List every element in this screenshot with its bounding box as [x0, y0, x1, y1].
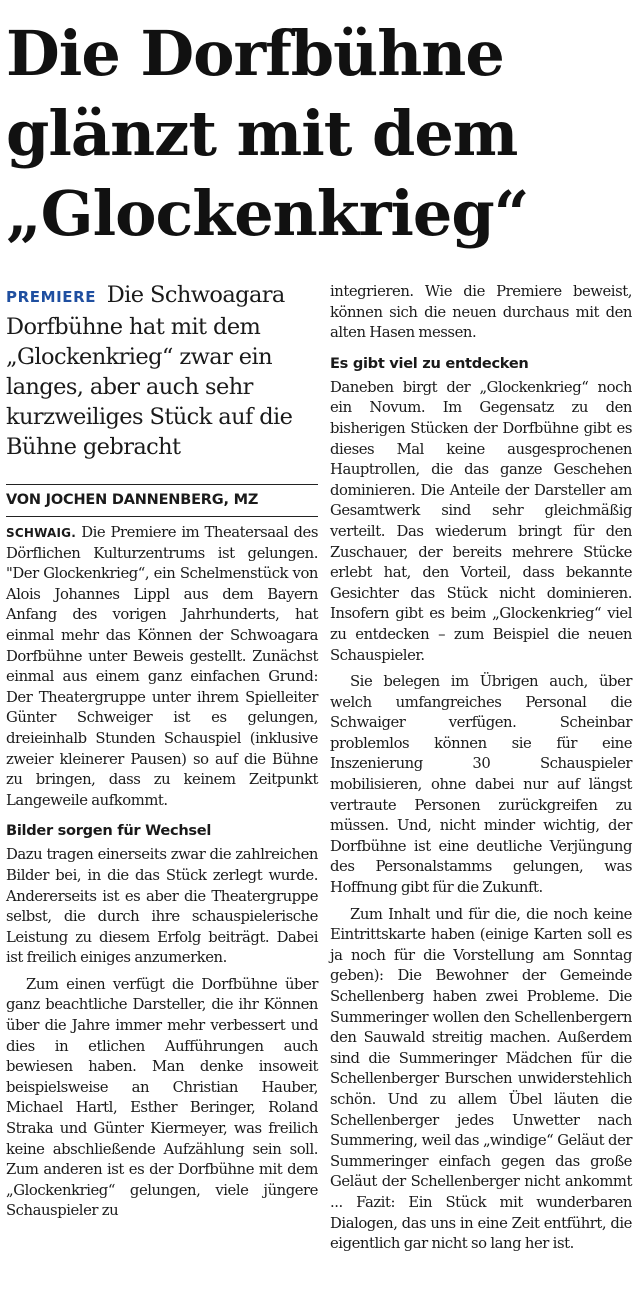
paragraph-3: Zum einen verfügt die Dorfbühne über ganz beachtliche Darsteller, die ihr Können über die Jahre immer mehr verbessert und dies in etlichen Aufführungen auch bewiesen haben. Man denke insoweit beispielsweise an Christian Hauber, Michael Hartl, Esther Beringer, Roland Straka und Günter Kiermeyer, was freilich keine abschließende Aufzählung sein soll. Zum anderen ist es der Dorfbühne mit dem „Glockenkrieg“ gelungen, viele jüngere Schauspieler zu — [6, 975, 318, 1220]
teaser-text: Die Schwoagara Dorfbühne hat mit dem „Glockenkrieg“ zwar ein langes, aber auch sehr kurzweiliges Stück auf die Bühne gebracht — [6, 282, 293, 460]
left-column — [6, 280, 318, 1222]
byline: VON JOCHEN DANNENBERG, MZ — [6, 485, 318, 517]
right-column — [330, 282, 632, 1255]
paragraph-6: Zum Inhalt und für die, die noch keine Eintrittskarte haben (einige Karten soll es ja noch für die Vorstellung am Sonntag geben): Die Bewohner der Gemeinde Schellenberg haben zwei Probleme. Die Summeringer wollen den Schellenbergern den Sauwald streitig machen. Außerdem sind die Summeringer Mädchen für die Schellenberger Burschen unwiderstehlich schön. Und zu allem Übel läuten die Schellenberger jedes Unwetter nach Summering, weil das „windige“ Geläut der Summeringer einfach gegen das große Geläut der Schellenberger nicht ankommt ... Fazit: Ein Stück mit wunderbaren Dialogen, das uns in eine Zeit entführt, die eigentlich gar nicht so lang her ist. — [330, 905, 632, 1253]
teaser-kicker: PREMIERE — [6, 288, 97, 306]
teaser — [6, 280, 318, 462]
paragraph-5: Sie belegen im Übrigen auch, über welch umfangreiches Personal die Schwaiger verfügen. Scheinbar problemlos können sie für eine Inszenierung 30 Schauspieler mobilisieren, ohne dabei nur auf längst vertraute Personen zurückgreifen zu müssen. Und, nicht minder wichtig, der Dorfbühne ist eine deutliche Verjüngung des Personalstamms gelungen, was Hoffnung gibt für die Zukunft. — [330, 673, 632, 897]
paragraph-1-text: Die Premiere im Theatersaal des Dörflichen Kulturzentrums ist gelungen. "Der Glockenkrieg“, ein Schelmenstück von Alois Johannes Lippl aus dem Bayern Anfang des vorigen Jahrhunderts, hat einmal mehr das Können der Schwoagara Dorfbühne unter Beweis gestellt. Zunächst einmal aus einem ganz einfachen Grund: Der Theatergruppe unter ihrem Spielleiter Günter Schweiger ist es gelungen, dreieinhalb Stunden Schauspiel (inklusive zweier kleinerer Pausen) so auf die Bühne zu bringen, dass zu keinem Zeitpunkt Langeweile aufkommt. — [6, 524, 318, 809]
paragraph-3-continued: integrieren. Wie die Premiere beweist, können sich die neuen durchaus mit den alten Hasen messen. — [330, 283, 632, 342]
paragraph-4: Daneben birgt der „Glockenkrieg“ noch ein Novum. Im Gegensatz zu den bisherigen Stücken der Dorfbühne gibt es dieses Mal keine ausgesprochenen Hauptrollen, die das ganze Geschehen dominieren. Die Anteile der Darsteller am Gesamtwerk sind sehr gleichmäßig verteilt. Das wiederum bringt für den Zuschauer, der bereits mehrere Stücke erlebt hat, den Vorteil, dass bekannte Gesichter das Stück nicht dominieren. Insofern gibt es beim „Glockenkrieg“ viel zu entdecken – zum Beispiel die neuen Schauspieler. — [330, 378, 632, 664]
headline-line-3: „Glockenkrieg“ — [6, 177, 529, 250]
paragraph-2: Dazu tragen einerseits zwar die zahlreichen Bilder bei, in die das Stück zerlegt wurde. Andererseits ist es aber die Theatergruppe selbst, die durch ihre schauspielerische Leistung zu diesem Erfolg beiträgt. Dabei ist freilich einiges anzumerken. — [6, 846, 318, 967]
headline-line-2: glänzt mit dem — [6, 97, 518, 170]
paragraph-1 — [6, 523, 318, 811]
headline-line-1: Die Dorfbühne — [6, 17, 504, 90]
subheading-entdecken: Es gibt viel zu entdecken — [330, 354, 529, 372]
dateline: SCHWAIG. — [6, 526, 76, 540]
headline — [6, 14, 632, 254]
subheading-bilder: Bilder sorgen für Wechsel — [6, 822, 212, 840]
